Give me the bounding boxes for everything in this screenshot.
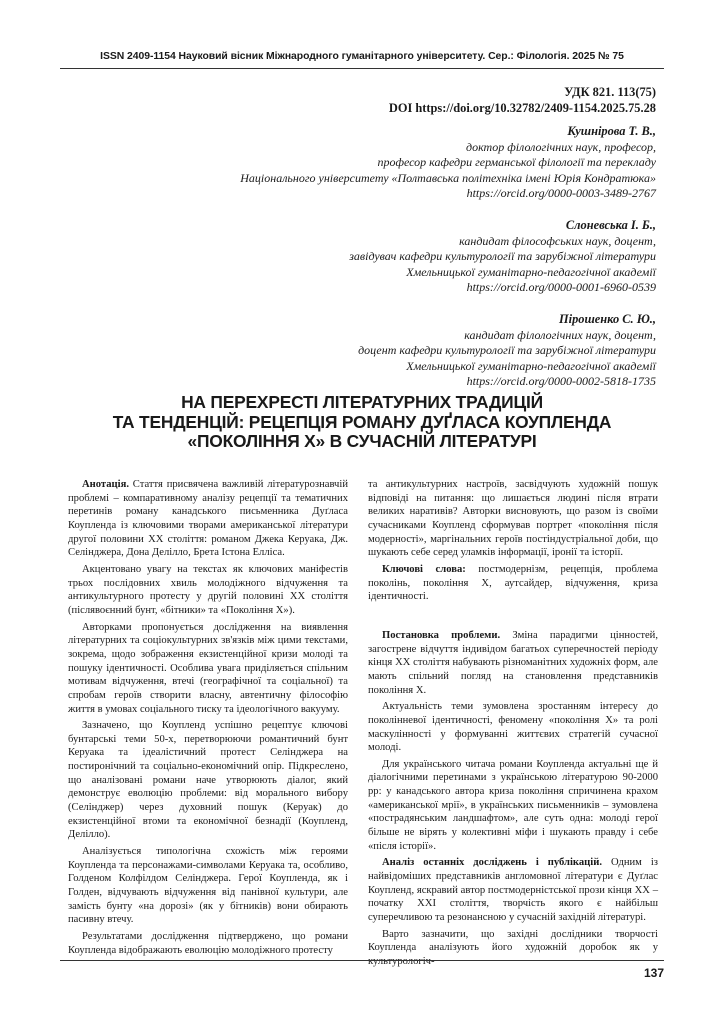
research-label: Аналіз останніх досліджень і публікацій. xyxy=(382,857,602,869)
author-degree: кандидат філологічних наук, доцент, xyxy=(464,327,656,342)
body-paragraph: Зазначено, що Коупленд успішно рецептує ключові бунтарські теми 50-х, перетворюючи романтичний бунт Керуака та ідеалістичний протест Селінджера на постиронічний та соціально-економічний опір. Підкреслено, що аналізовані романи наче утворюють діалог, який демонструє еволюцію проблеми: від морального вибору (Селінджер) через духовний пошук (Керуак) до екзистенційної втоми та економічної безнадії (Коупленд, Делілло). xyxy=(68,720,348,841)
research-paragraph xyxy=(368,856,658,924)
abstract-label: Анотація. xyxy=(82,479,129,490)
author-name: Пірошенко С. Ю., xyxy=(558,311,656,326)
keywords-paragraph xyxy=(368,563,658,604)
author-list xyxy=(96,124,656,406)
body-paragraph: Акцентовано увагу на текстах як ключових маніфестів трьох послідовних хвиль молодіжного відчуження та антикультурного протесту у другій половині ХХ століття (післявоєнний бунт, «бітники» та «Покоління Х»). xyxy=(68,563,348,616)
author-position: доцент кафедри культурології та зарубіжної літератури xyxy=(358,343,656,358)
abstract-continuation: та антикультурних настроїв, засвідчують художній пошук відповіді на питання: що лишається людині після втрати великих наративів? Авторки висновують, що разом із своїми сучасниками Коупленд сформував портрет «покоління після модерності», маргінальних героїв постіндустріальної доби, що шукають себе серед уламків інформації, іронії та історії. xyxy=(368,479,658,559)
abstract-paragraph xyxy=(68,478,348,560)
page-number: 137 xyxy=(643,966,664,980)
doi-link[interactable]: DOI https://doi.org/10.32782/2409-1154.2025.75.28 xyxy=(388,101,656,115)
author-block xyxy=(96,124,656,202)
body-paragraph: Для українського читача романи Коупленда актуальні ще й діалогічними перетинами з українською літературою 90-2000 рр: у канадського автора криза покоління спричинена крахом «американської мрії», в українських письменників – зумовлена «пострадянським ландшафтом», але суть одна: молоді герої більше не вірять у колективні міфи і шукають правду і себе «після історії». xyxy=(368,758,658,852)
section-gap xyxy=(368,607,658,629)
author-orcid[interactable]: https://orcid.org/0000-0003-3489-2767 xyxy=(466,186,656,201)
author-institution: Національного університету «Полтавська політехніка імені Юрія Кондратюка» xyxy=(240,170,656,185)
article-title xyxy=(60,393,664,452)
author-institution: Хмельницької гуманітарно-педагогічної академії xyxy=(406,264,656,279)
author-position: професор кафедри германської філології та перекладу xyxy=(377,155,656,170)
abstract-text: Стаття присвячена важливій літературознавчій проблемі – компаративному аналізу рецепції та тематичних перетинів роману канадського письменника Дуґласа Коупленда із ключовими творами американської літератури другої половини ХХ століття: романом Джека Керуака, Дж. Селінджера, Дона Делілло, Брета Істона Елліса. xyxy=(68,479,348,559)
body-paragraph: Актуальність теми зумовлена зростанням інтересу до поколінневої ідентичності, феномену «покоління Х» та ролі маскулінності у формуванні життєвих стратегій сучасної молоді. xyxy=(368,701,658,754)
author-degree: кандидат філософських наук, доцент, xyxy=(459,233,656,248)
header-rule xyxy=(60,68,664,69)
keywords-text: постмодернізм, рецепція, проблема поколінь, покоління Х, аутсайдер, відчуження, криза ідентичності. xyxy=(368,563,658,603)
title-line: НА ПЕРЕХРЕСТІ ЛІТЕРАТУРНИХ ТРАДИЦІЙ xyxy=(181,392,543,412)
journal-header: ISSN 2409-1154 Науковий вісник Міжнародного гуманітарного університету. Сер.: Філологія. 2025 № 75 xyxy=(100,51,624,62)
problem-text: Зміна парадигми цінностей, загострене відчуття індивідом багатьох суперечностей періоду кінця ХХ століття набувають різноманітних художніх форм, але мають спільний погляд на становлення представників покоління Х. xyxy=(368,629,658,696)
author-degree: доктор філологічних наук, професор, xyxy=(466,139,656,154)
research-text: Одним із найвідоміших представників англомовної літератури є Дуґлас Коупленд, яскравий автор постмодерністської прози кінця ХХ – початку ХХІ століття, творчість якого є найбільш суперечливою та резонансною у сучасній західній літературі. xyxy=(368,857,658,924)
author-institution: Хмельницької гуманітарно-педагогічної академії xyxy=(406,358,656,373)
right-column xyxy=(368,478,658,972)
body-paragraph: Авторками пропонується дослідження на виявлення літературних та соціокультурних зв'язків між цими текстами, зокрема, щодо зображення екзистенційної кризи молоді та пошуку ідентичності. Особлива увага приділяється спільним мотивам відчуження, втечі (географічної та соціальної) та спробам героїв створити власну, автентичну філософію життя в умовах соціального тиску та ідеологічного вакууму. xyxy=(68,621,348,715)
author-name: Слоневська І. Б., xyxy=(565,217,656,232)
problem-paragraph xyxy=(368,629,658,697)
author-position: завідувач кафедри культурології та зарубіжної літератури xyxy=(349,249,656,264)
footer-rule xyxy=(60,960,664,961)
author-block xyxy=(96,312,656,390)
author-block xyxy=(96,218,656,296)
udc-code: УДК 821. 113(75) xyxy=(564,85,656,99)
problem-label: Постановка проблеми. xyxy=(382,629,501,641)
author-name: Кушнірова Т. В., xyxy=(567,124,656,138)
body-paragraph: Результатами дослідження підтверджено, що романи Коупленда відображають еволюцію молодіжного протесту xyxy=(68,931,348,956)
title-line: ТА ТЕНДЕНЦІЙ: РЕЦЕПЦІЯ РОМАНУ ДУҐЛАСА КОУПЛЕНДА xyxy=(112,411,612,432)
left-column xyxy=(68,478,348,960)
author-orcid[interactable]: https://orcid.org/0000-0001-6960-0539 xyxy=(466,280,656,295)
title-line: «ПОКОЛІННЯ Х» В СУЧАСНІЙ ЛІТЕРАТУРІ xyxy=(187,431,537,452)
author-orcid[interactable]: https://orcid.org/0000-0002-5818-1735 xyxy=(466,374,656,389)
keywords-label: Ключові слова: xyxy=(382,563,466,575)
body-paragraph: Варто зазначити, що західні дослідники творчості Коупленда аналізують його художній доробок як у культурологіч- xyxy=(368,928,658,967)
body-paragraph: Аналізується типологічна схожість між героями Коупленда та персонажами-символами Керуака та, особливо, Голденом Колфілдом Селінджера. Герої Коупленда, як і Голден, відчувають відчуження від панівної культури, але замість бунту «на дорозі» (як у бітників) вони обирають пасивну втечу. xyxy=(68,846,348,926)
article-meta xyxy=(389,84,656,116)
